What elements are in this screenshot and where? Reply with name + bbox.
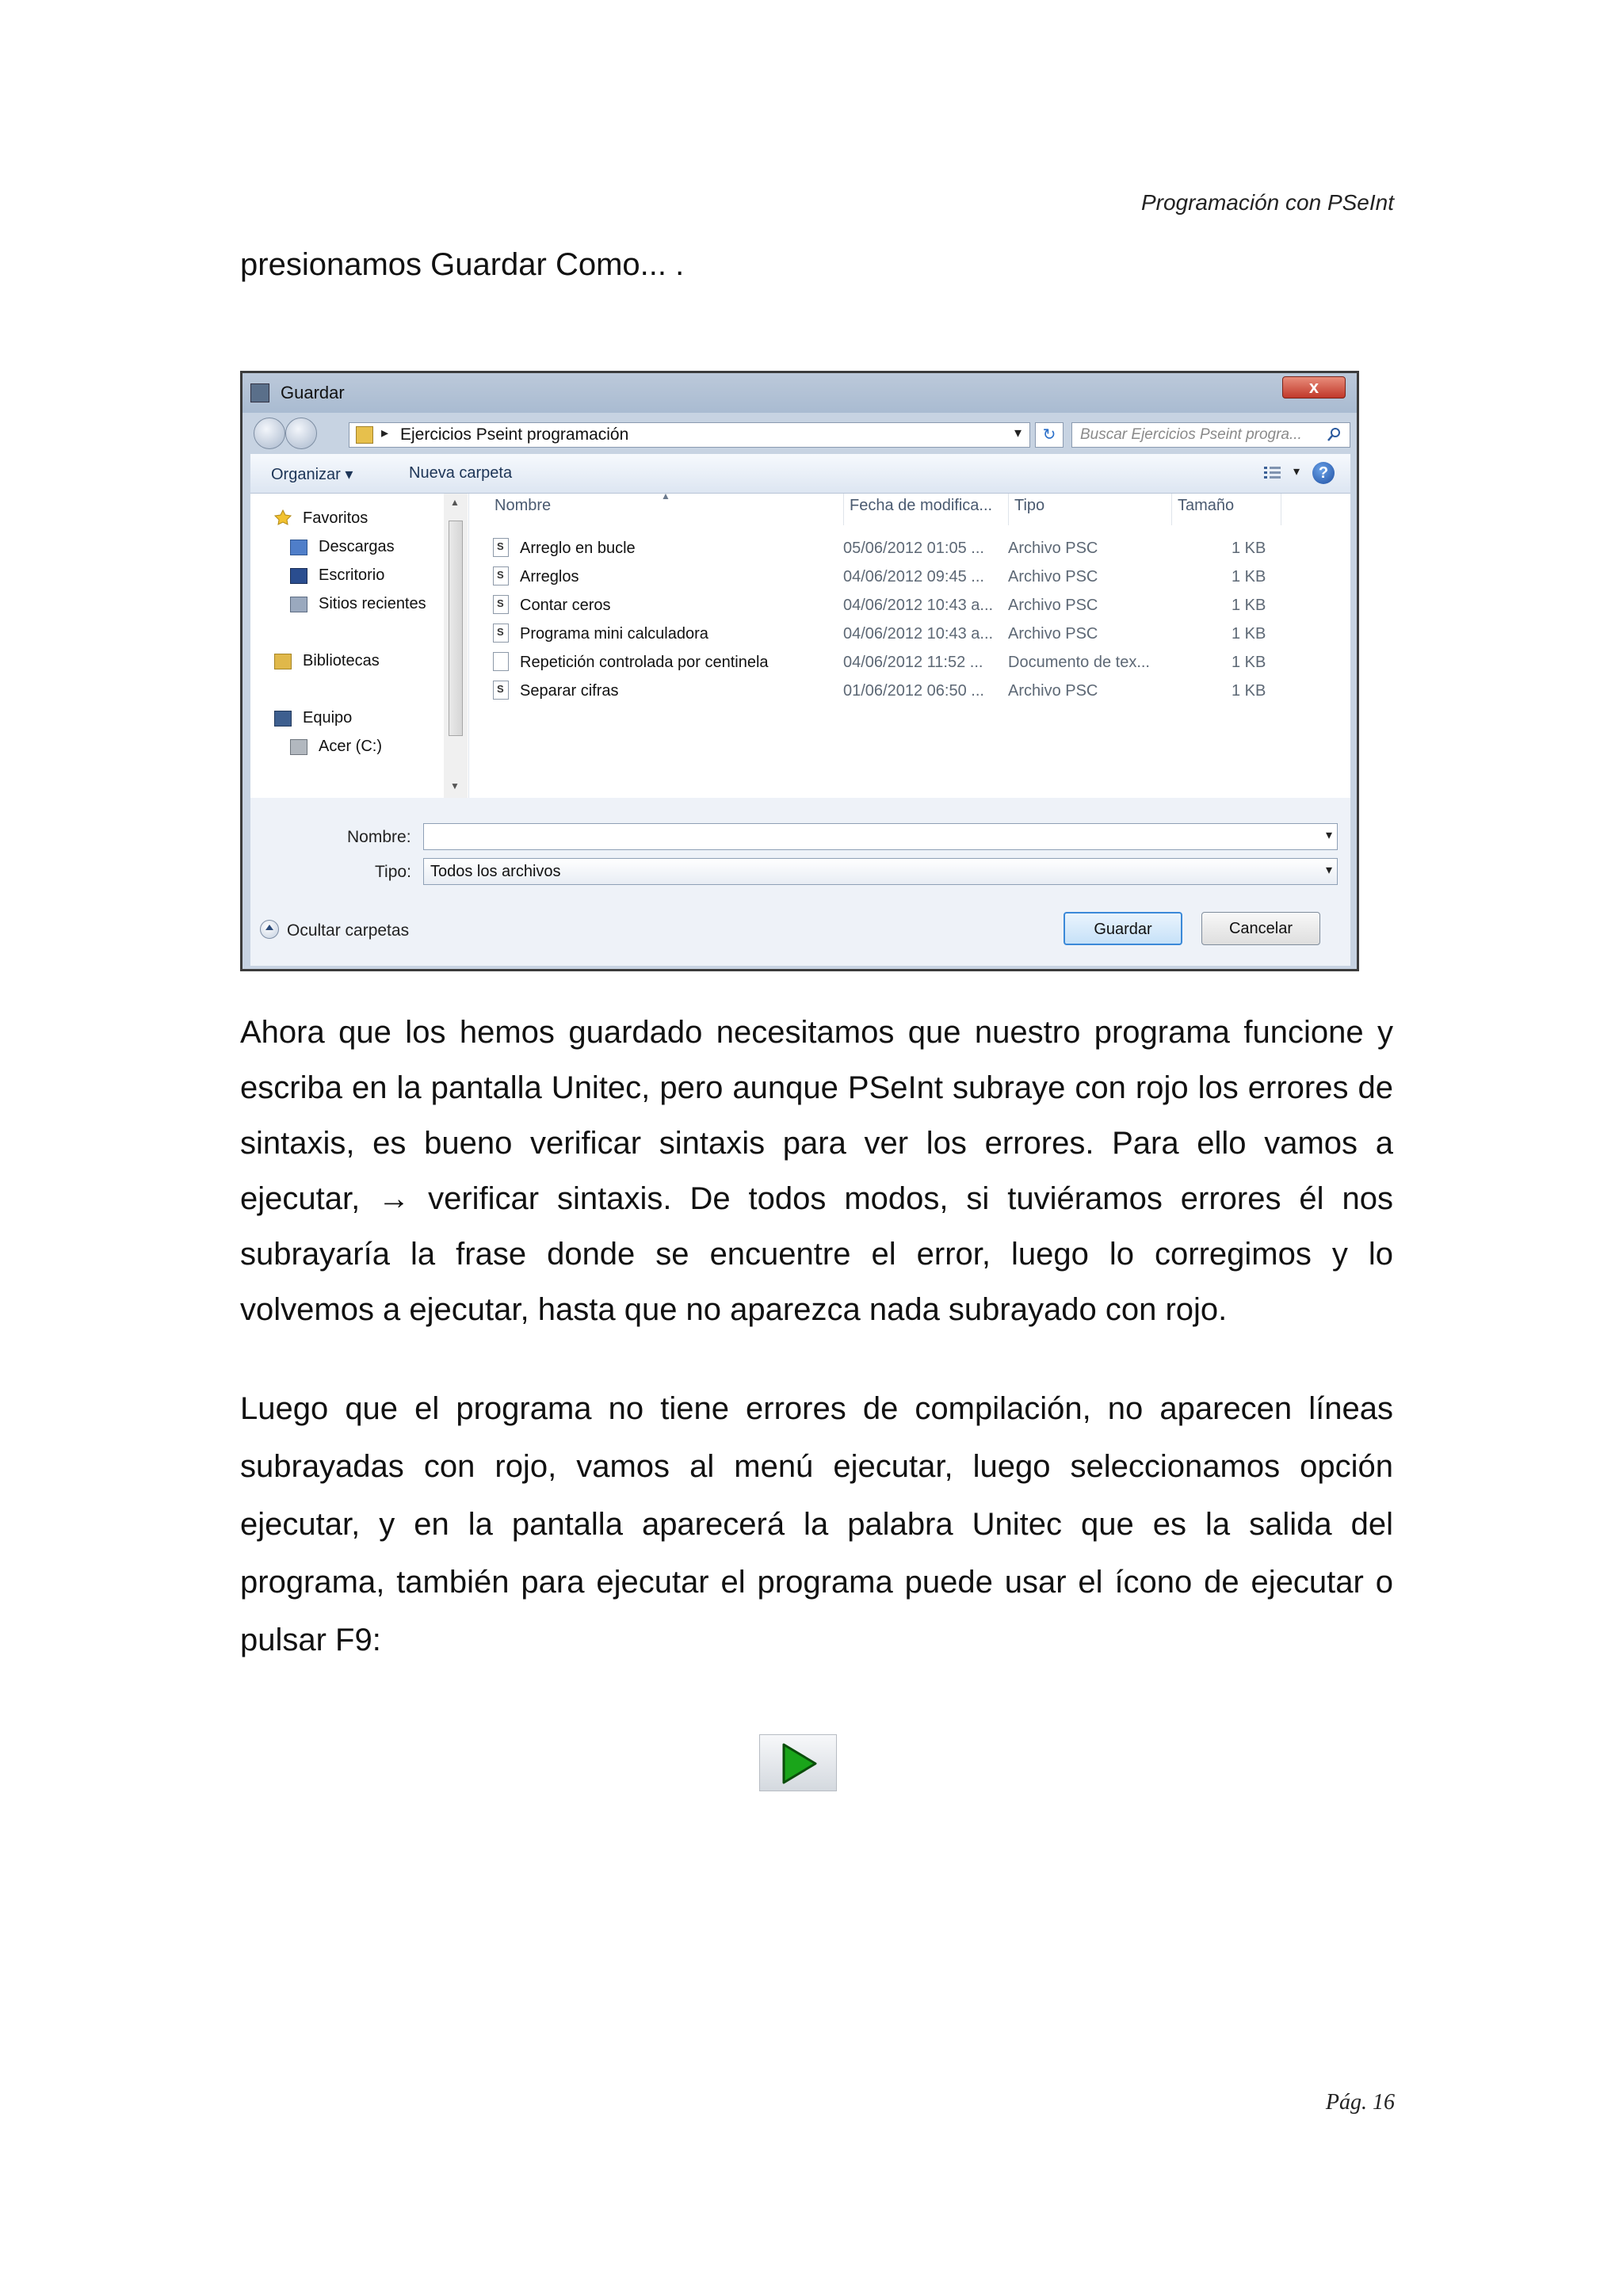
nav-downloads[interactable] <box>290 538 395 556</box>
file-name: Separar cifras <box>520 682 619 700</box>
app-icon <box>250 383 269 402</box>
breadcrumb-arrow-icon: ▸ <box>381 425 389 441</box>
dialog-content <box>250 490 1350 798</box>
file-size: 1 KB <box>1232 597 1266 614</box>
recent-places-icon <box>290 597 307 612</box>
downloads-icon <box>290 540 307 555</box>
refresh-icon[interactable]: ↻ <box>1035 422 1064 448</box>
file-name: Arreglo en bucle <box>520 540 636 557</box>
nav-drive-c[interactable] <box>290 738 382 756</box>
computer-icon <box>274 711 292 727</box>
running-header: Programación con PSeInt <box>1140 190 1394 215</box>
nav-computer-label: Equipo <box>303 709 353 727</box>
filename-field[interactable] <box>423 823 1338 850</box>
file-size: 1 KB <box>1232 682 1266 700</box>
intro-text: presionamos Guardar Como... . <box>240 247 685 282</box>
forward-button[interactable] <box>285 418 317 449</box>
collapse-up-icon[interactable] <box>260 920 279 939</box>
column-size-header[interactable]: Tamaño <box>1178 497 1235 514</box>
organize-button[interactable]: Organizar ▾ <box>271 466 353 483</box>
sort-arrow-icon: ▲ <box>661 490 670 502</box>
search-input[interactable] <box>1072 423 1334 447</box>
column-name-header[interactable]: Nombre <box>495 497 552 514</box>
file-size: 1 KB <box>1232 625 1266 643</box>
file-name: Contar ceros <box>520 597 611 614</box>
nav-libraries-label: Bibliotecas <box>303 652 380 669</box>
nav-downloads-label: Descargas <box>319 538 395 555</box>
file-type: Archivo PSC <box>1008 625 1098 643</box>
libraries-icon <box>274 654 292 669</box>
search-icon[interactable] <box>1327 427 1342 441</box>
folder-icon <box>356 426 373 444</box>
search-box[interactable] <box>1071 422 1350 448</box>
file-type: Documento de tex... <box>1008 654 1150 671</box>
view-options-icon[interactable] <box>1263 465 1282 481</box>
scrollbar-thumb[interactable] <box>449 521 463 736</box>
help-icon[interactable]: ? <box>1312 462 1335 484</box>
table-row[interactable] <box>488 590 1296 619</box>
nav-desktop-label: Escritorio <box>319 566 385 584</box>
play-icon <box>776 1741 820 1786</box>
type-label: Tipo: <box>375 863 411 881</box>
column-separator <box>1171 494 1172 525</box>
file-date: 04/06/2012 11:52 ... <box>843 654 983 671</box>
file-name: Repetición controlada por centinela <box>520 654 769 671</box>
dialog-titlebar <box>242 373 1357 413</box>
psc-file-icon <box>493 681 509 700</box>
file-date: 04/06/2012 10:43 a... <box>843 625 994 643</box>
scroll-up-icon[interactable]: ▲ <box>450 497 460 508</box>
run-button[interactable] <box>759 1734 837 1791</box>
star-icon <box>274 509 292 525</box>
cancel-button[interactable]: Cancelar <box>1201 912 1320 945</box>
table-row[interactable] <box>488 533 1296 562</box>
psc-file-icon <box>493 624 509 643</box>
drive-icon <box>290 739 307 755</box>
dialog-title: Guardar <box>281 383 345 402</box>
nav-desktop[interactable] <box>290 566 384 585</box>
nav-computer[interactable] <box>274 709 352 727</box>
name-label: Nombre: <box>347 828 411 846</box>
psc-file-icon <box>493 566 509 585</box>
file-type: Archivo PSC <box>1008 597 1098 614</box>
page-number: Pág. 16 <box>1325 2090 1395 2115</box>
file-type-select[interactable] <box>423 858 1338 885</box>
file-date: 04/06/2012 09:45 ... <box>843 568 984 585</box>
file-name: Programa mini calculadora <box>520 625 708 643</box>
navigation-pane <box>250 494 469 798</box>
close-button[interactable]: x <box>1282 376 1346 399</box>
file-type: Archivo PSC <box>1008 568 1098 585</box>
file-size: 1 KB <box>1232 654 1266 671</box>
file-date: 04/06/2012 10:43 a... <box>843 597 994 614</box>
table-row[interactable] <box>488 562 1296 590</box>
table-row[interactable] <box>488 676 1296 704</box>
nav-scrollbar[interactable] <box>444 494 468 798</box>
desktop-icon <box>290 568 307 584</box>
paragraph-verify-syntax: Ahora que los hemos guardado necesitamos que nuestro programa funcione y escriba en la pantalla Unitec, pero aunque PSeInt subraye con rojo los errores de sintaxis, es bueno verificar sintaxis para ver los errores. Para ello vamos a ejecutar, → verificar sintaxis. De todos modos, si tuviéramos errores él nos subrayaría la frase donde se encuentre el error, luego lo corregimos y lo volvemos a ejecutar, hasta que no aparezca nada subrayado con rojo. <box>240 1015 1393 1327</box>
file-name: Arreglos <box>520 568 579 585</box>
nav-libraries[interactable] <box>274 652 380 670</box>
table-row[interactable] <box>488 647 1296 676</box>
save-dialog <box>240 371 1359 971</box>
save-button[interactable]: Guardar <box>1064 912 1182 945</box>
views-dropdown-icon[interactable]: ▾ <box>1293 465 1300 479</box>
file-size: 1 KB <box>1232 568 1266 585</box>
file-size: 1 KB <box>1232 540 1266 557</box>
paragraph-execute: Luego que el programa no tiene errores de compilación, no aparecen líneas subrayadas con rojo, vamos al menú ejecutar, luego seleccionamos opción ejecutar, y en la pantalla aparecerá la palabra Unitec que es la salida del programa, también para ejecutar el programa puede usar el ícono de ejecutar o pulsar F9: <box>240 1391 1393 1657</box>
psc-file-icon <box>493 538 509 557</box>
file-type: Archivo PSC <box>1008 682 1098 700</box>
file-type-value: Todos los archivos <box>430 863 561 880</box>
dialog-toolbar <box>250 454 1350 494</box>
psc-file-icon <box>493 595 509 614</box>
nav-favorites[interactable] <box>274 509 368 528</box>
back-button[interactable] <box>254 418 285 449</box>
column-separator <box>1008 494 1009 525</box>
address-row <box>242 413 1357 454</box>
filename-input[interactable] <box>424 824 1326 849</box>
chevron-down-icon[interactable]: ▾ <box>1014 425 1022 441</box>
nav-drive-label: Acer (C:) <box>319 738 382 755</box>
file-date: 05/06/2012 01:05 ... <box>843 540 984 557</box>
address-bar[interactable] <box>349 422 1030 448</box>
nav-favorites-label: Favoritos <box>303 509 369 527</box>
scroll-down-icon[interactable]: ▼ <box>450 780 460 791</box>
chevron-down-icon[interactable]: ▾ <box>1325 829 1332 842</box>
column-separator <box>843 494 844 525</box>
text-file-icon <box>493 652 509 671</box>
chevron-down-icon[interactable]: ▾ <box>1325 864 1332 877</box>
table-row[interactable] <box>488 619 1296 647</box>
address-path: Ejercicios Pseint programación <box>400 425 629 444</box>
column-type-header[interactable]: Tipo <box>1014 497 1045 514</box>
nav-recent[interactable] <box>290 595 426 613</box>
nav-recent-label: Sitios recientes <box>319 595 426 612</box>
new-folder-button[interactable]: Nueva carpeta <box>409 464 513 482</box>
file-date: 01/06/2012 06:50 ... <box>843 682 984 700</box>
file-type: Archivo PSC <box>1008 540 1098 557</box>
dialog-form-panel <box>250 798 1350 966</box>
hide-folders-toggle[interactable]: Ocultar carpetas <box>287 921 410 940</box>
column-date-header[interactable]: Fecha de modifica... <box>850 497 993 514</box>
